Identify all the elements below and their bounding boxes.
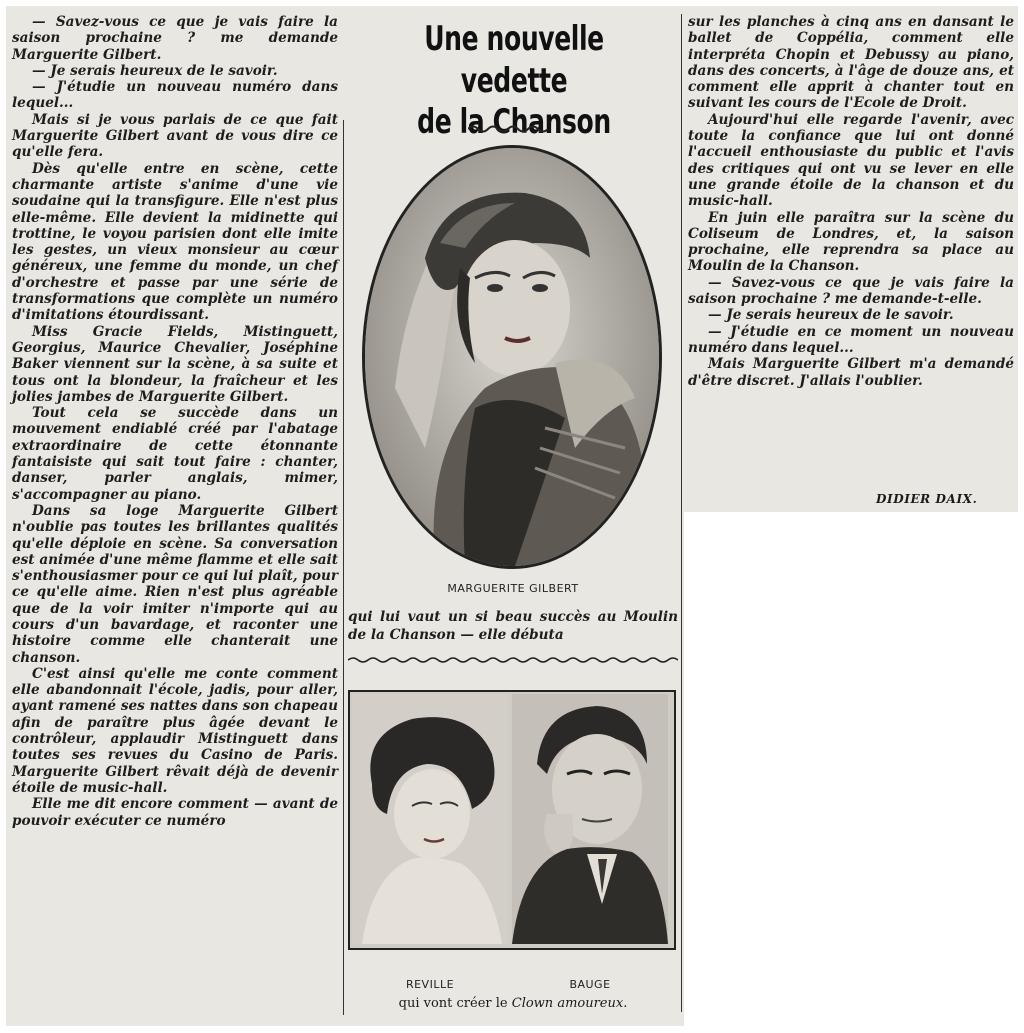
paragraph: En juin elle paraîtra sur la scène du Coliseum de Londres, et, la saison prochaine, elle reprendra sa place au Moulin de la Chanson. xyxy=(688,209,1014,275)
paragraph: Dans sa loge Marguerite Gilbert n'oublie pas toutes les brillantes qualités qu'elle déploie en scène. Sa conversation est animée d'une même flamme et elle sait s'enthousiasmer pour ce qui lui plaît, pour ce qu'elle aime. Rien n'est plus agréable que de la voir imiter n'importe qui au cours d'un bavardage, et raconter une histoire comme elle chanterait une chanson. xyxy=(12,502,338,666)
paragraph: Aujourd'hui elle regarde l'avenir, avec toute la confiance que lui ont donné l'accueil enthousiaste du public et l'avis des critiques qui ont vu se lever en elle une grande étoile de la chanson et du music-hall. xyxy=(688,111,1014,210)
title-ornament xyxy=(468,124,548,134)
section-divider xyxy=(348,655,678,665)
paragraph: Tout cela se succède dans un mouvement endiablé créé par l'abatage extraordinaire de cette étonnante fantaisiste qui sait tout faire : chanter, danser, parler anglais, mimer, s'accompagner au piano. xyxy=(12,405,338,503)
portrait-caption: MARGUERITE GILBERT xyxy=(447,582,579,595)
portrait-image xyxy=(365,148,659,566)
paragraph: — J'étudie en ce moment un nouveau numéro dans lequel... xyxy=(688,323,1014,356)
paragraph: Elle me dit encore comment — avant de pouvoir exécuter ce numéro xyxy=(12,796,338,829)
photo-right-caption: BAUGE xyxy=(569,978,611,991)
portrait-photo xyxy=(362,145,662,569)
paragraph: Mais si je vous parlais de ce que fait Marguerite Gilbert avant de vous dire ce qu'elle fera. xyxy=(12,111,338,161)
bauge-image xyxy=(512,694,668,944)
paragraph: Dès qu'elle entre en scène, cette charmante artiste s'anime d'une vie soudaine qui la transfigure. Elle n'est plus elle-même. Elle devient la midinette qui trottine, le voyou parisien dont elle imite les gestes, un vieux monsieur au cœur généreux, une femme du monde, un chef d'orchestre et passe par une série de transformations que complète un numéro d'imitations étourdissant. xyxy=(12,160,338,324)
paragraph: — Savez-vous ce que je vais faire la saison prochaine ? me demande-t-elle. xyxy=(688,274,1014,308)
photo-left-caption: REVILLE xyxy=(405,978,455,991)
photos-caption-prefix: qui vont créer le xyxy=(398,996,512,1011)
reville-image xyxy=(352,694,508,944)
paragraph: C'est ainsi qu'elle me conte comment elle abandonnait l'école, jadis, pour aller, ayant ramené ses nattes dans son chapeau afin de paraître plus âgée devant le contrôleur, applaudir Mistinguett dans toutes ses revues du Casino de Paris. Marguerite Gilbert rêvait déjà de devenir étoile de music-hall. xyxy=(12,665,338,796)
paragraph: — Je serais heureux de le savoir. xyxy=(708,307,954,324)
photos-caption-suffix: . xyxy=(623,996,628,1011)
column-rule-right xyxy=(681,14,682,1012)
title-line-1: Une nouvelle vedette xyxy=(424,19,604,101)
column-rule-left xyxy=(343,120,344,1015)
photos-caption-title: Clown amoureux xyxy=(511,996,624,1011)
paragraph: — Je serais heureux de le savoir. xyxy=(32,62,278,79)
paragraph: Miss Gracie Fields, Mistinguett, Georgius, Maurice Chevalier, Joséphine Baker viennent sur la scène, à sa suite et tous ont la blondeur, la fraîcheur et les jolies jambes de Marguerite Gilbert. xyxy=(12,323,338,405)
paragraph: — Savez-vous ce que je vais faire la saison prochaine ? me demande Marguerite Gilbert. xyxy=(12,14,338,63)
paragraph: sur les planches à cinq ans en dansant le ballet de Coppélia, comment elle interpréta Chopin et Debussy au piano, dans des concerts, à l'âge de douze ans, et comment elle apprit à chanter tout en suivant les cours de l'Ecole de Droit. xyxy=(688,14,1014,112)
title-line-2: de la Chanson xyxy=(417,102,611,142)
paragraph: Mais Marguerite Gilbert m'a demandé d'être discret. J'allais l'oublier. xyxy=(688,356,1014,389)
right-column xyxy=(688,14,1014,389)
paragraph: — J'étudie un nouveau numéro dans lequel... xyxy=(12,79,338,112)
photo-reville xyxy=(352,694,508,944)
photo-bauge xyxy=(512,694,668,944)
left-column xyxy=(12,14,338,829)
author-signature: DIDIER DAIX. xyxy=(876,492,978,506)
photos-caption xyxy=(348,996,678,1011)
center-continuation: qui lui vaut un si beau succès au Moulin de la Chanson — elle débuta xyxy=(348,609,678,643)
